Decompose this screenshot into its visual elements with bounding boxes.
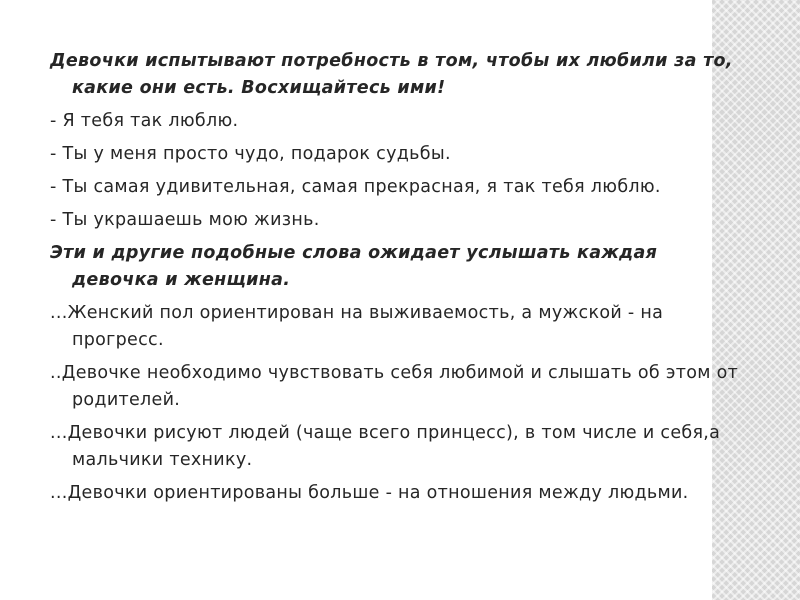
paragraph-fact-1: ...Женский пол ориентирован на выживаемость, а мужской - на прогресс. <box>50 303 664 350</box>
paragraph-quote-3: - Ты самая удивительная, самая прекрасная, я так тебя люблю. <box>50 177 661 197</box>
paragraph-quote-4: - Ты украшаешь мою жизнь. <box>50 210 320 230</box>
paragraph-summary: Эти и другие подобные слова ожидает услышать каждая девочка и женщина. <box>50 243 658 290</box>
paragraph-quote-1: - Я тебя так люблю. <box>50 111 239 131</box>
paragraph-intro: Девочки испытывают потребность в том, чтобы их любили за то, какие они есть. Восхищайтесь ими! <box>50 51 733 98</box>
paragraph-fact-3: ...Девочки рисуют людей (чаще всего принцесс), в том числе и себя,а мальчики технику. <box>50 423 721 470</box>
paragraph-fact-4: ...Девочки ориентированы больше - на отношения между людьми. <box>50 483 689 503</box>
paragraph-fact-2: ..Девочке необходимо чувствовать себя любимой и слышать об этом от родителей. <box>50 363 739 410</box>
paragraph-quote-2: - Ты у меня просто чудо, подарок судьбы. <box>50 144 451 164</box>
slide-body <box>50 48 750 513</box>
